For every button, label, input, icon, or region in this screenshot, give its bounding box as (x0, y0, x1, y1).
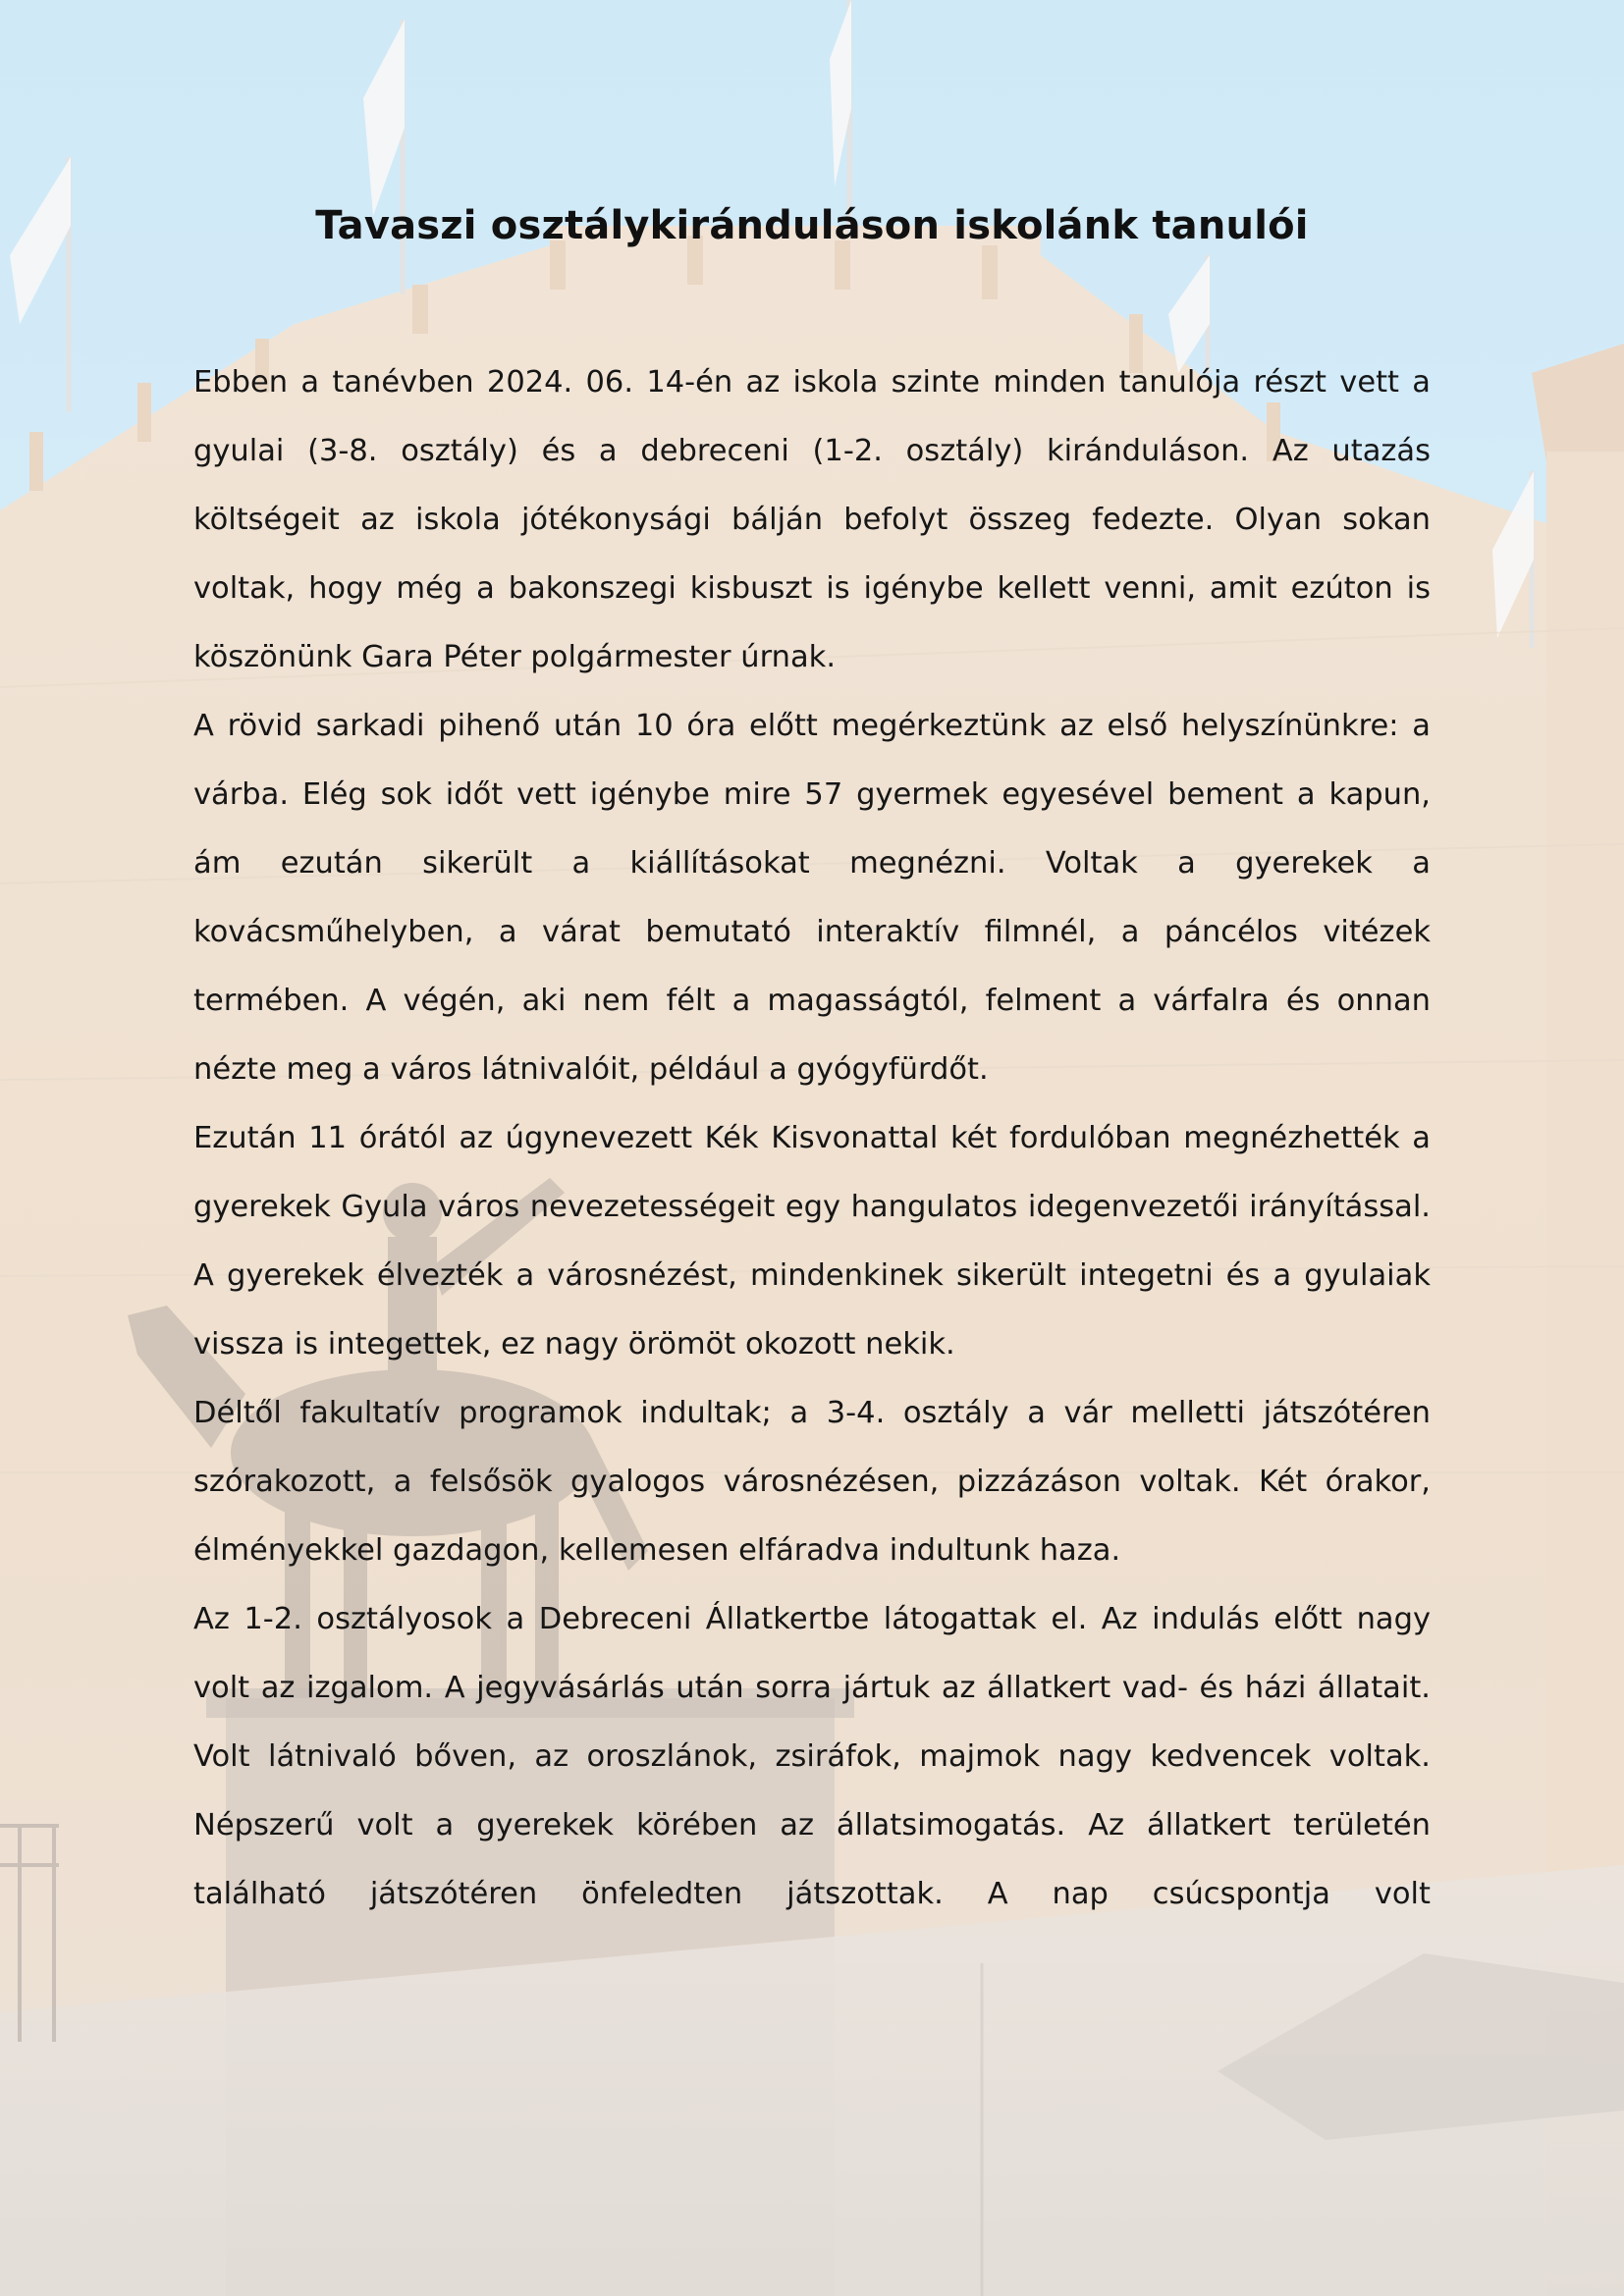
page-title: Tavaszi osztálykiránduláson iskolánk tanulói (315, 203, 1309, 248)
paragraph-optional-programs: Déltől fakultatív programok indultak; a 3-4. osztály a vár melletti játszótéren szórakozott, a felsősök gyalogos városnézésen, pizzázáson voltak. Két órakor, élményekkel gazdagon, kellemesen elfáradva indultunk haza. (193, 1396, 1431, 1568)
paragraph-blue-train: Ezután 11 órától az úgynevezett Kék Kisvonattal két fordulóban megnézhették a gyerekek Gyula város nevezetességeit egy hangulatos idegenvezetői irányítással. A gyerekek élvezték a városnézést, mindenkinek sikerült integetni és a gyulaiak vissza is integettek, ez nagy örömöt okozott nekik. (193, 1121, 1431, 1362)
paragraph-castle-visit: A rövid sarkadi pihenő után 10 óra előtt megérkeztünk az első helyszínünkre: a várba. Elég sok időt vett igénybe mire 57 gyermek egyesével bement a kapun, ám ezután sikerült a kiállításokat megnézni. Voltak a gyerekek a kovácsműhelyben, a várat bemutató interaktív filmnél, a páncélos vitézek termében. A végén, aki nem félt a magasságtól, felment a várfalra és onnan nézte meg a város látnivalóit, például a gyógyfürdőt. (193, 709, 1431, 1087)
article-body (193, 348, 1431, 1929)
paragraph-intro: Ebben a tanévben 2024. 06. 14-én az iskola szinte minden tanulója részt vett a gyulai (3-8. osztály) és a debreceni (1-2. osztály) kiránduláson. Az utazás költségeit az iskola jótékonysági bálján befolyt összeg fedezte. Olyan sokan voltak, hogy még a bakonszegi kisbuszt is igénybe kellett venni, amit ezúton is köszönünk Gara Péter polgármester úrnak. (193, 365, 1431, 674)
paragraph-zoo-visit: Az 1-2. osztályosok a Debreceni Állatkertbe látogattak el. Az indulás előtt nagy volt az izgalom. A jegyvásárlás után sorra jártuk az állatkert vad- és házi állatait. Volt látnivaló bőven, az oroszlánok, zsiráfok, majmok nagy kedvencek voltak. Népszerű volt a gyerekek körében az állatsimogatás. Az állatkert területén található játszótéren önfeledten játszottak. A nap csúcspontja volt (193, 1602, 1431, 1911)
